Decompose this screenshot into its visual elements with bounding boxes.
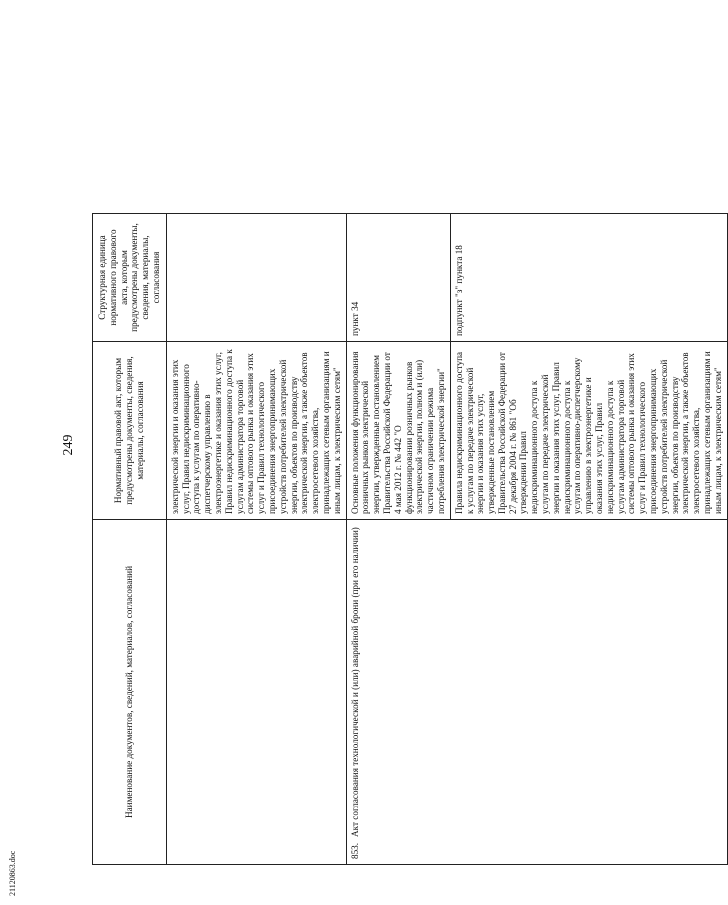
row-act-text: Основные положения функционирования розничных рынков электрической энергии, утвержденные постановлением Правительства Российской Федерации от 4 мая 2012 г. № 442 "О функционировании розничных рынков электрической энергии, полном и (или) частичном ограничении режима потребления электрической энергии" xyxy=(349,351,446,514)
row-number: 853. xyxy=(349,842,360,859)
row-name-cell xyxy=(346,520,727,865)
continuation-empty-cell xyxy=(166,35,346,214)
row-unit-text: подпункт "з" пункта 18 xyxy=(453,245,464,336)
table-row xyxy=(346,35,450,865)
header-act: Нормативный правовой акт, которым предусмотрены документы, сведения, материалы, согласования xyxy=(93,342,167,520)
page-number: 249 xyxy=(61,434,76,456)
footer-file-code: 21120863.doc xyxy=(8,850,17,896)
row-name-text: Акт согласования технологической и (или) аварийной брони (при его наличии) xyxy=(349,527,360,837)
table-header-row xyxy=(93,35,167,865)
continuation-name-cell xyxy=(166,520,346,865)
row-act-text: Правила недискриминационного доступа к услугам по передаче электрической энергии и оказания этих услуг, утвержденные постановлением Правительства Российской Федерации от 27 декабря 2004 г. № 861 "Об утверждении Правил недискриминационного доступа к услугам по передаче электрической энергии и оказания этих услуг, Правил недискриминационного доступа к услугам по оперативно-диспетчерскому управлению в электроэнергетике и оказания этих услуг, Правил недискриминационного доступа к услугам администратора торговой системы оптового рынка и оказания этих услуг и Правил технологического присоединения энергопринимающих устройств потребителей электрической энергии, объектов по производству электрической энергии, а также объектов электросетевого хозяйства, принадлежащих сетевым организациям и иным лицам, к электрическим сетям" xyxy=(453,351,723,514)
row-act-cell xyxy=(450,342,727,520)
row-act-cell xyxy=(346,342,450,520)
continuation-act-text: электрической энергии и оказания этих услуг, Правил недискриминационного доступа к услугам по оперативно-диспетчерскому управлению в электроэнергетике и оказания этих услуг, Правил недискриминационного доступа к услугам администратора торговой системы оптового рынка и оказания этих услуг и Правил технологического присоединения энергопринимающих устройств потребителей электрической энергии, объектов по производству электрической энергии, а также объектов электросетевого хозяйства, принадлежащих сетевым организациям и иным лицам, к электрическим сетям" xyxy=(169,349,342,514)
continuation-unit-cell xyxy=(166,214,346,342)
table-row-continuation xyxy=(166,35,346,865)
continuation-act-cell xyxy=(166,342,346,520)
row-unit-cell xyxy=(346,214,450,342)
row-unit-text: пункт 34 xyxy=(349,301,360,336)
row-unit-cell xyxy=(450,214,727,342)
documents-table xyxy=(92,34,728,865)
header-unit: Структурная единица нормативного правового акта, которым предусмотрены документы, сведения, материалы, согласования xyxy=(93,214,167,342)
header-empty xyxy=(93,35,167,214)
row-empty-cell xyxy=(346,35,450,214)
header-name: Наименование документов, сведений, материалов, согласований xyxy=(93,520,167,865)
rotated-page xyxy=(50,25,723,875)
row-empty-cell xyxy=(450,35,727,214)
